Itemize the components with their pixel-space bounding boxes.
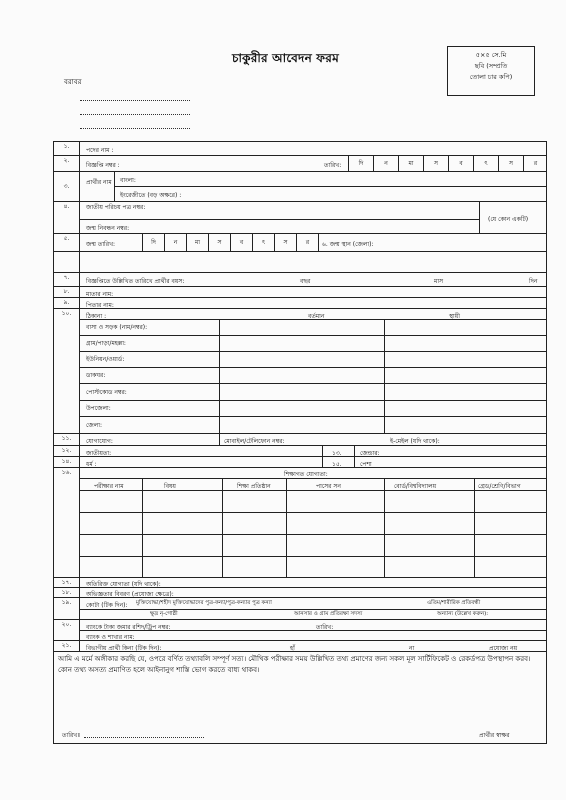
nationality-label: জাতীয়তা: [86,450,112,457]
education-column: শিক্ষা প্রতিষ্ঠান [237,483,271,490]
age-label: বিজ্ঞপ্তিতে উল্লিখিত তারিখে প্রার্থীর বয়স: [86,278,185,285]
dob-cell[interactable]: মা [186,234,208,251]
divider [80,609,547,610]
row-number: ২০. [54,620,80,640]
gender-number: ১৩. [332,450,342,457]
date-cell[interactable]: ৎ [473,156,498,171]
education-column: পাসের সন [316,483,341,490]
date-cell[interactable]: ন [373,156,398,171]
age-day-label: দিন [529,278,538,285]
row-number: ৯. [54,298,80,308]
birthplace-label: ৬. জন্ম স্থান (জেলা): [322,241,374,248]
address-line-3[interactable] [80,128,190,129]
row-spacer [54,252,546,273]
divider [322,457,323,467]
footer-date-line[interactable] [84,737,204,738]
mother-name-label: মাতার নাম: [86,291,114,298]
row-number: ১. [54,142,80,155]
departmental-no[interactable]: না [409,645,415,652]
divider [354,446,355,456]
quota-freedom-fighter[interactable]: মুক্তিযোদ্ধা/শহীদ মুক্তিযোদ্ধাদের পুত্র-কন্যা/পুত্র-কন্যার পুত্র কন্যা [136,600,272,606]
contact-label: যোগাযোগ: [86,438,113,445]
address-line-1[interactable] [80,100,190,101]
departmental-na[interactable]: প্রযোজ্য নয় [489,645,518,652]
row-father-name [54,298,546,309]
divider [80,335,547,336]
either-one-note: (যে কোন একটি) [488,216,529,223]
date-cell[interactable]: ব [448,156,473,171]
divider [142,478,143,577]
divider [80,534,547,535]
row-address [54,309,546,434]
row-number: ৭. [54,273,80,286]
row-nationality [54,446,546,457]
education-column: বোর্ড/বিশ্ববিদ্যালয় [394,483,437,490]
additional-qualification-label: অতিরিক্ত যোগ্যতা (যদি থাকে): [86,581,161,588]
photo-line-2: ছবি (সম্প্রতি [474,62,508,70]
divider [80,351,547,352]
row-number: ১৭. [54,578,80,587]
divider [479,202,480,233]
date-cell[interactable]: স [498,156,523,171]
row-number: ১৬. [54,468,80,577]
bank-branch-label: ব্যাংক ও শাখার নাম: [86,634,135,641]
divider [80,219,480,220]
row-quota [54,598,546,620]
national-id-label: জাতীয় পরিচয় পত্র নম্বর: [86,204,146,211]
departmental-yes[interactable]: হাঁ [290,645,295,652]
address-field-label: বাসা ও সড়ক (নাম/নম্বর): [86,324,148,331]
row-number [54,252,80,272]
divider [80,630,547,631]
divider [114,186,547,187]
name-english-label: ইংরেজীতে (বড় অক্ষরে) : [120,192,182,199]
row-number: ১২. [54,446,80,456]
signature-label: প্রার্থীর স্বাক্ষর [479,732,510,739]
row-national-id [54,202,546,234]
permanent-address-header: স্থায়ী [449,313,460,320]
gender-label: জেন্ডার: [360,450,380,457]
address-field-label: উপজেলা: [86,405,111,412]
divider [80,556,547,557]
date-cell[interactable]: স [423,156,448,171]
quota-other[interactable]: অন্যান্য (উল্লেখ করুন): [437,611,489,617]
row-religion [54,457,546,468]
row-bank-receipt [54,620,546,641]
row-advertisement [54,156,546,172]
footer-date-label: তারিখঃ [62,732,81,739]
row-number: ৪. [54,202,80,233]
row-candidate-name [54,172,546,202]
religion-label: ধর্ম : [86,461,97,468]
date-cell[interactable]: মা [398,156,423,171]
education-column: বিষয় [164,483,176,490]
divider [384,478,385,577]
row-number: ৮. [54,287,80,297]
divider [80,512,547,513]
to-label: বরাবর [64,78,82,86]
dob-cell[interactable]: ন [164,234,186,251]
form-title: চাকুরীর আবেদন ফরম [232,51,339,65]
row-number: ৩. [54,172,80,201]
present-address-header: বর্তমান [308,313,325,320]
candidate-name-label: প্রার্থীর নাম [86,179,112,186]
divider [80,367,547,368]
mobile-label: মোবাইল/টেলিফোন নম্বর: [224,438,285,445]
name-bangla-label: বাংলা: [120,177,136,184]
father-name-label: পিতার নাম: [86,302,114,309]
declaration-text: আমি এ মর্মে অঙ্গীকার করছি যে, ওপরে বর্ণিত তথ্যাবলি সম্পূর্ণ সত্য। মৌখিক পরীক্ষার সময় উল্লিখিত তথ্য প্রমাণের জন্য সকল মূল সার্টিফিকেট ও রেকর্ডপত্র উপস্থাপন করব। কোন তথ্য অসত্য প্রমাণিত হলে আইনানুগ শাস্তি ভোগ করতে বাধ্য থাকব। [58,655,531,674]
dob-cell[interactable]: স [208,234,230,251]
divider [286,478,287,577]
dob-cell[interactable]: ব [230,234,252,251]
post-name-label: পদের নাম : [86,147,114,154]
address-line-2[interactable] [80,114,190,115]
divider [222,478,223,577]
divider [354,457,355,467]
quota-label: কোটা (টিক দিন): [86,602,128,609]
address-label: ঠিকানা : [86,313,107,320]
row-mother-name [54,287,546,298]
row-number: ১৪. [54,457,80,467]
advertisement-number-label: বিজ্ঞপ্তি নম্বর : [86,162,120,169]
age-month-label: মাস [434,278,444,285]
row-education [54,468,546,578]
declaration-area [54,652,546,744]
address-field-label: ডাকঘর: [86,372,106,379]
dob-cell[interactable]: দি [142,234,164,251]
address-field-label: পোস্টকোড নম্বর: [86,389,127,396]
row-number: ৫. [54,234,80,251]
divider [80,416,547,417]
divider [318,234,319,251]
departmental-label: বিভাগীয় প্রার্থী কিনা (টিক দিন): [86,645,162,652]
quota-ethnic[interactable]: ক্ষুদ্র নৃ-গোষ্ঠী [150,611,178,617]
quota-ansar[interactable]: আনসার ও গ্রাম প্রতিরক্ষা সদস্য [294,611,363,617]
dob-cell[interactable]: স [274,234,296,251]
address-field-label: ইউনিয়ন/ওয়ার্ড: [86,356,125,363]
divider [80,319,547,320]
advertisement-date-label: তারিখ: [324,162,342,169]
row-number: ১৯. [54,598,80,619]
divider [80,383,547,384]
row-number: ১১. [54,434,80,445]
dob-cell[interactable]: র [296,234,318,251]
education-column: পরীক্ষার নাম [94,483,124,490]
dob-label: জন্ম তারিখ: [86,241,116,248]
row-number: ১৮. [54,588,80,597]
quota-orphan-disabled[interactable]: এতিম/শারীরিক প্রতিবন্ধী [427,600,481,606]
photo-line-1: ৫×৫ সে.মি [475,51,507,59]
education-column: গ্রেড/শ্রেণি/বিভাগ [478,483,521,490]
divider [80,400,547,401]
row-number: ২১. [54,641,80,651]
occupation-number: ১৫. [332,461,342,468]
divider [322,446,323,456]
dob-cell[interactable]: ৎ [252,234,274,251]
divider [80,490,547,491]
row-number: ২. [54,156,80,171]
birth-registration-label: জন্ম নিবন্ধন নম্বর: [86,225,130,232]
form-table [53,141,547,744]
occupation-label: পেশা [360,461,372,468]
row-post-name [54,142,546,156]
row-contact [54,434,546,446]
divider [474,478,475,577]
education-heading: শিক্ষাগত যোগ্যতা: [284,471,328,478]
row-age [54,273,546,287]
address-field-label: জেলা: [86,422,103,429]
age-year-label: বছর [300,278,311,285]
row-departmental [54,641,546,652]
row-experience [54,588,546,598]
row-date-of-birth [54,234,546,252]
email-label: ই-মেইল (যদি থাকে): [390,438,440,445]
row-number: ১০. [54,309,80,433]
bank-receipt-label: ব্যাংকে টাকা জমার রশিদ/ট্রিপ নম্বর: [86,624,171,631]
bank-date-label: তারিখ: [316,624,334,631]
address-field-label: গ্রাম/পাড়া/মহল্লা: [86,340,126,347]
row-additional-qualification [54,578,546,588]
photo-line-3: তোলা চার কপি) [469,73,513,81]
date-cell[interactable]: র [523,156,547,171]
photo-box [447,46,535,96]
date-cell[interactable]: দি [348,156,373,171]
divider [80,478,547,479]
experience-label: অভিজ্ঞতার বিবরণ (প্রযোজ্য ক্ষেত্রে): [86,591,174,598]
divider [219,434,220,445]
